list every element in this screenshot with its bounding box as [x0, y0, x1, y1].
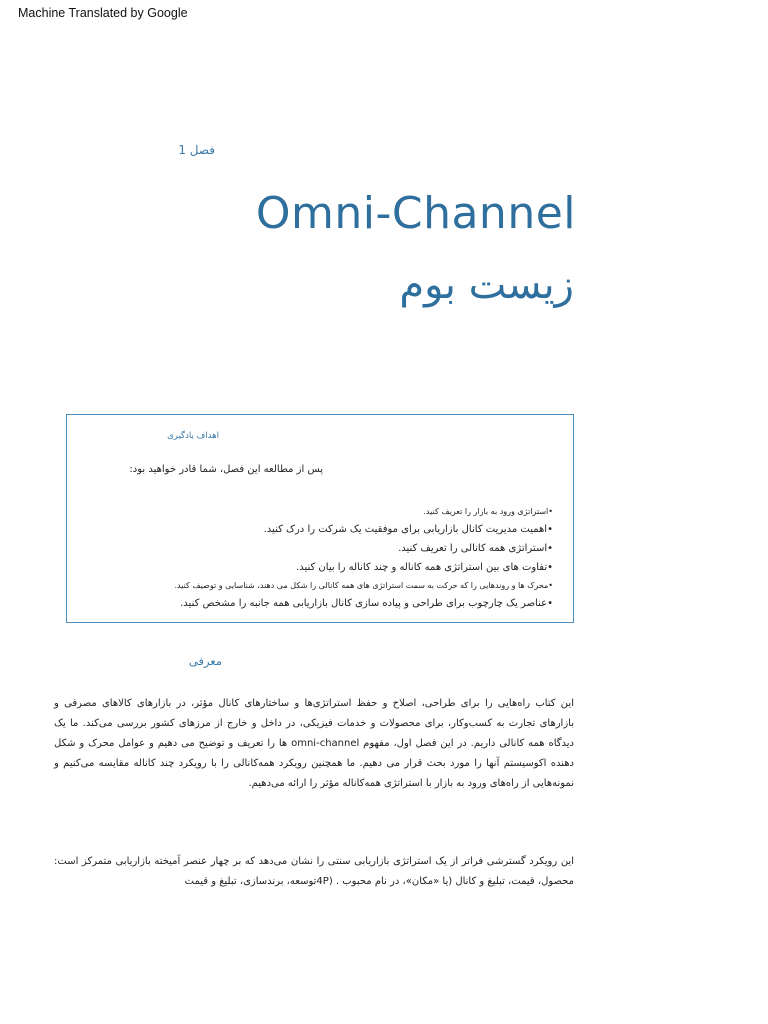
- objective-item: •محرک ها و روندهایی را که حرکت به سمت استراتژی های همه کانالی را شکل می دهند، شناسایی و توصیف کنید.: [174, 581, 553, 590]
- objective-item: •استراتژی همه کانالی را تعریف کنید.: [398, 543, 553, 554]
- objective-item: •اهمیت مدیریت کانال بازاریابی برای موفقیت یک شرکت را درک کنید.: [263, 524, 553, 535]
- objective-item: •استراتژی ورود به بازار را تعریف کنید.: [423, 507, 553, 516]
- chapter-label: فصل 1: [178, 143, 215, 157]
- machine-translation-banner: Machine Translated by Google: [18, 6, 188, 20]
- objective-item: •تفاوت های بین استراتژی همه کاناله و چند کاناله را بیان کنید.: [296, 562, 553, 573]
- body-paragraph: این کتاب راه‌هایی را برای طراحی، اصلاح و حفظ استراتژی‌ها و ساختارهای کانال مؤثر، در بازارهای کالاهای مصرفی و بازارهای تجارت به کسب‌وکار، برای محصولات و خدمات فیزیکی، در داخل و خارج از مرزهای کشور بررسی می‌کند. ما یک دیدگاه همه کانالی داریم. در این فصل اول، مفهوم omni-channel ها را تعریف و توضیح می دهیم و عوامل محرک و شکل دهنده اکوسیستم آنها را مورد بحث قرار می دهیم. ما همچنین رویکرد همه‌کانالی را با رویکرد چند کاناله مقایسه می‌کنیم و نمونه‌هایی از راه‌های ورود به بازار با استراتژی همه‌کاناله مؤثر را ارائه می‌دهیم.: [54, 698, 574, 789]
- learning-objectives-box: [66, 414, 574, 623]
- objectives-list: [174, 503, 553, 613]
- chapter-title-english: Omni-Channel: [255, 188, 576, 239]
- objectives-heading: اهداف یادگیری: [167, 431, 219, 441]
- chapter-title-persian: زیست بوم: [399, 262, 574, 308]
- body-paragraph: این رویکرد گسترشی فراتر از یک استراتژی بازاریابی سنتی را نشان می‌دهد که بر چهار عنصر آمیخته بازاریابی متمرکز است: محصول، قیمت، تبلیغ و کانال (یا «مکان»، در نام محبوب . (4Pتوسعه، برندسازی، تبلیغ و قیمت: [54, 856, 574, 887]
- section-heading-introduction: معرفی: [188, 654, 222, 668]
- objectives-intro: پس از مطالعه این فصل، شما قادر خواهید بود:: [129, 464, 323, 475]
- objective-item: •عناصر یک چارچوب برای طراحی و پیاده سازی کانال بازاریابی همه جانبه را مشخص کنید.: [180, 598, 553, 609]
